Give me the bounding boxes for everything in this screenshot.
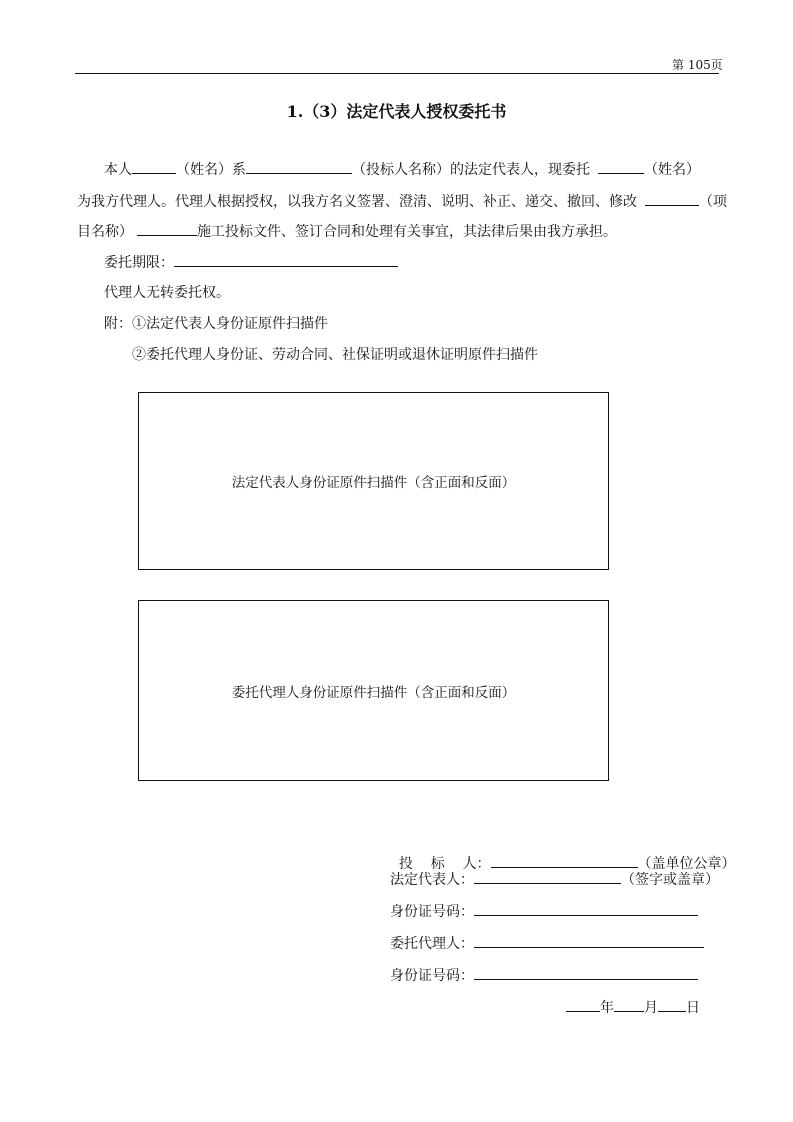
agent-id-box [138,600,609,781]
legal-rep-label: 法定代表人： [390,872,474,888]
day-line [658,997,686,1012]
attachment-label: 附： [104,316,132,332]
body-line-2 [77,190,727,211]
agent-paren: （姓名） [644,162,700,178]
name-paren: （姓名）系 [176,162,246,178]
legal-rep-note: （签字或盖章） [621,872,719,888]
id-number-row-1 [390,901,698,921]
attachment-1-text: ①法定代表人身份证原件扫描件 [132,316,328,332]
legal-rep-row [390,869,719,889]
project-name-blank [645,190,699,206]
page-title: 1.（3）法定代表人授权委托书 [286,102,507,121]
consequence-text: 施工投标文件、签订合同和处理有关事宜，其法律后果由我方承担。 [197,224,617,240]
agent-row [390,933,704,953]
body-line-1 [104,158,700,179]
bidder-name-blank [246,158,352,174]
principal-name-blank [132,158,176,174]
project-name-blank-2 [137,220,197,236]
id-number-label-2: 身份证号码： [390,968,474,984]
bidder-row [390,837,736,873]
body-line-3 [77,220,617,241]
month-label: 月 [644,1000,658,1016]
id-number-label-1: 身份证号码： [390,904,474,920]
legal-rep-line [474,869,621,884]
year-label: 年 [600,1000,614,1016]
header-rule [75,73,719,74]
agent-label: 委托代理人： [390,936,474,952]
bidder-paren: （投标人名称）的法定代表人，现委托 [352,162,590,178]
project-paren-start: （项 [699,194,727,210]
date-row [566,997,700,1017]
term-blank [174,251,398,267]
legal-rep-id-box [138,392,609,570]
bidder-label: 投 标 人： [398,856,491,872]
day-label: 日 [686,1000,700,1016]
attachment-1 [104,313,328,333]
bidder-line [491,853,638,868]
bidder-note: （盖单位公章） [637,856,736,872]
body-prefix: 本人 [104,162,132,178]
term-line [104,251,398,272]
term-label: 委托期限： [104,255,174,271]
month-line [614,997,644,1012]
project-paren-end: 目名称） [77,224,133,240]
agent-id-box-label: 委托代理人身份证原件扫描件（含正面和反面） [231,684,516,701]
legal-rep-id-box-label: 法定代表人身份证原件扫描件（含正面和反面） [231,475,516,491]
attachment-2: ②委托代理人身份证、劳动合同、社保证明或退休证明原件扫描件 [132,347,538,363]
agent-line [474,933,704,948]
page-number: 第 105页 [672,58,723,72]
id-number-line-1 [474,901,698,916]
year-line [566,997,600,1012]
agent-name-blank [598,158,644,174]
no-delegation: 代理人无转委托权。 [104,285,230,301]
id-number-line-2 [474,965,698,980]
authorization-text: 为我方代理人。代理人根据授权，以我方名义签署、澄清、说明、补正、递交、撤回、修改 [77,194,637,210]
id-number-row-2 [390,965,698,985]
